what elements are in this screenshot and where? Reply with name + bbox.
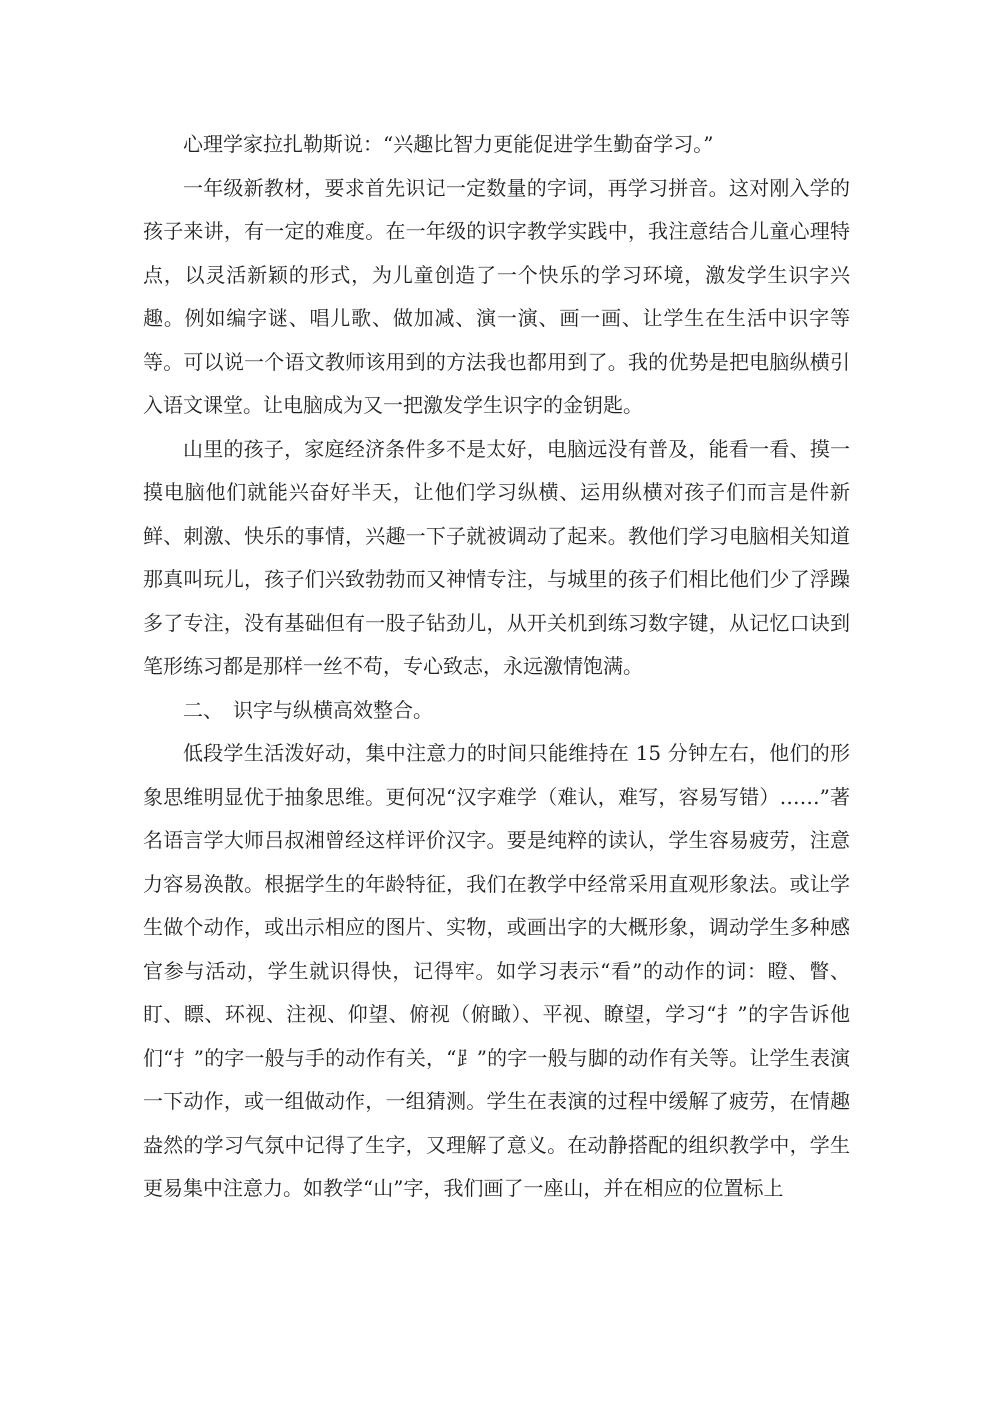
paragraph: 一年级新教材，要求首先识记一定数量的字词，再学习拼音。这对刚入学的孩子来讲，有一定的难度。在一年级的识字教学实践中，我注意结合儿童心理特点，以灵活新颖的形式，为儿童创造了一个快乐的学习环境，激发学生识字兴趣。例如编字谜、唱儿歌、做加减、演一演、画一画、让学生在生活中识字等等。可以说一个语文教师该用到的方法我也都用到了。我的优势是把电脑纵横引入语文课堂。让电脑成为又一把激发学生识字的金钥匙。 — [143, 175, 850, 417]
paragraph: 山里的孩子，家庭经济条件多不是太好，电脑远没有普及，能看一看、摸一摸电脑他们就能兴奋好半天，让他们学习纵横、运用纵横对孩子们而言是件新鲜、刺激、快乐的事情，兴趣一下子就被调动了起来。教他们学习电脑相关知道那真叫玩儿，孩子们兴致勃勃而又神情专注，与城里的孩子们相比他们少了浮躁多了专注，没有基础但有一股子钻劲儿，从开关机到练习数字键，从记忆口诀到笔形练习都是那样一丝不苟，专心致志，永远激情饱满。 — [143, 436, 850, 678]
document-body — [143, 123, 850, 1211]
paragraph-quote: 心理学家拉扎勒斯说：“兴趣比智力更能促进学生勤奋学习。” — [183, 132, 714, 156]
paragraph: 低段学生活泼好动，集中注意力的时间只能维持在 15 分钟左右，他们的形象思维明显优于抽象思维。更何况“汉字难学（难认，难写，容易写错）……”著名语言学大师吕叔湘曾经这样评价汉字。要是纯粹的读认，学生容易疲劳，注意力容易涣散。根据学生的年龄特征，我们在教学中经常采用直观形象法。或让学生做个动作，或出示相应的图片、实物，或画出字的大概形象，调动学生多种感官参与活动，学生就识得快，记得牢。如学习表示“看”的动作的词：瞪、瞥、盯、瞟、环视、注视、仰望、俯视（俯瞰）、平视、瞭望，学习“扌”的字告诉他们“扌”的字一般与手的动作有关，“⻊”的字一般与脚的动作有关等。让学生表演一下动作，或一组做动作，一组猜测。学生在表演的过程中缓解了疲劳，在情趣盎然的学习气氛中记得了生字，又理解了意义。在动静搭配的组织教学中，学生更易集中注意力。如教学“山”字，我们画了一座山，并在相应的位置标上 — [143, 741, 850, 1200]
section-heading: 二、 识字与纵横高效整合。 — [183, 697, 433, 722]
